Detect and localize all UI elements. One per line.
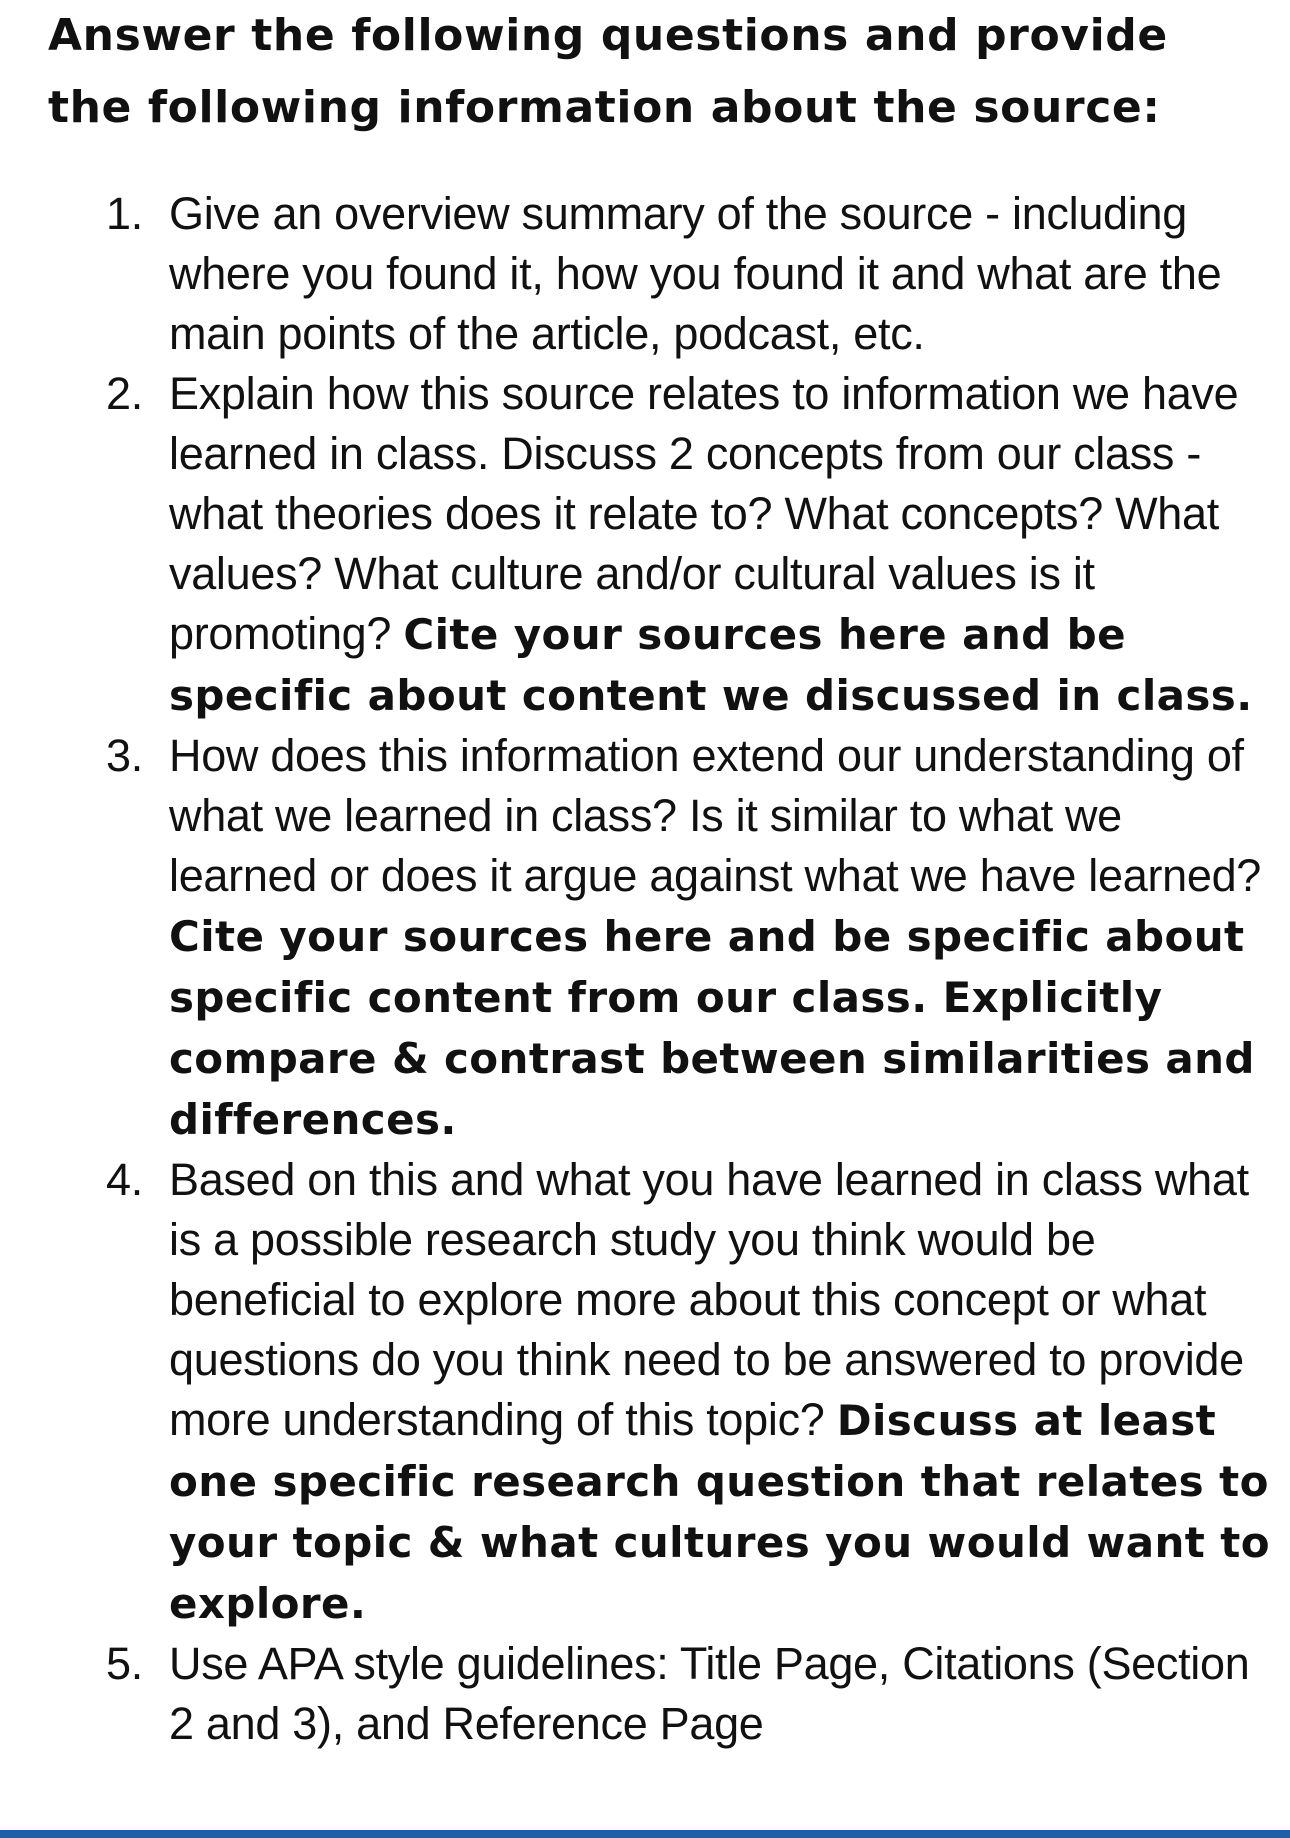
question-plain-text: Give an overview summary of the source - including where you found it, how you found it and what are the main points of the article, podcast, etc.	[169, 188, 1222, 359]
question-number: 1.	[106, 188, 143, 239]
question-text	[169, 364, 1272, 726]
question-item	[0, 1150, 1290, 1634]
question-item	[0, 364, 1290, 726]
question-item	[0, 184, 1290, 364]
question-number: 2.	[106, 368, 143, 419]
question-number: 3.	[106, 730, 143, 781]
question-text	[169, 726, 1272, 1150]
question-item	[0, 726, 1290, 1150]
question-text	[169, 184, 1272, 364]
question-text	[169, 1634, 1272, 1754]
question-plain-text: Use APA style guidelines: Title Page, Citations (Section 2 and 3), and Reference Page	[169, 1638, 1250, 1749]
question-plain-text: Explain how this source relates to information we have learned in class. Discuss 2 concepts from our class - what theories does it relate to? What concepts? What values? What culture and/or cultural values is it promoting?	[169, 368, 1239, 659]
question-number: 5.	[106, 1638, 143, 1689]
instructions-heading: Answer the following questions and provide the following information about the source:	[48, 10, 1168, 133]
question-list	[0, 184, 1290, 1754]
question-plain-text: How does this information extend our understanding of what we learned in class? Is it similar to what we learned or does it argue against what we have learned?	[169, 730, 1262, 901]
question-plain-text: Based on this and what you have learned in class what is a possible research study you think would be beneficial to explore more about this concept or what questions do you think need to be answered to provide more understanding of this topic?	[169, 1154, 1249, 1445]
bottom-accent-bar	[0, 1830, 1290, 1838]
question-emphasis-text: Discuss at least one specific research question that relates to your topic & what cultures you would want to explore.	[169, 1396, 1271, 1628]
question-emphasis-text: Cite your sources here and be specific about specific content from our class. Explicitly compare & contrast between similarities and differences.	[169, 912, 1255, 1144]
question-emphasis-text: Cite your sources here and be specific about content we discussed in class.	[169, 610, 1253, 720]
question-number: 4.	[106, 1154, 143, 1205]
question-item	[0, 1634, 1290, 1754]
question-text	[169, 1150, 1272, 1634]
